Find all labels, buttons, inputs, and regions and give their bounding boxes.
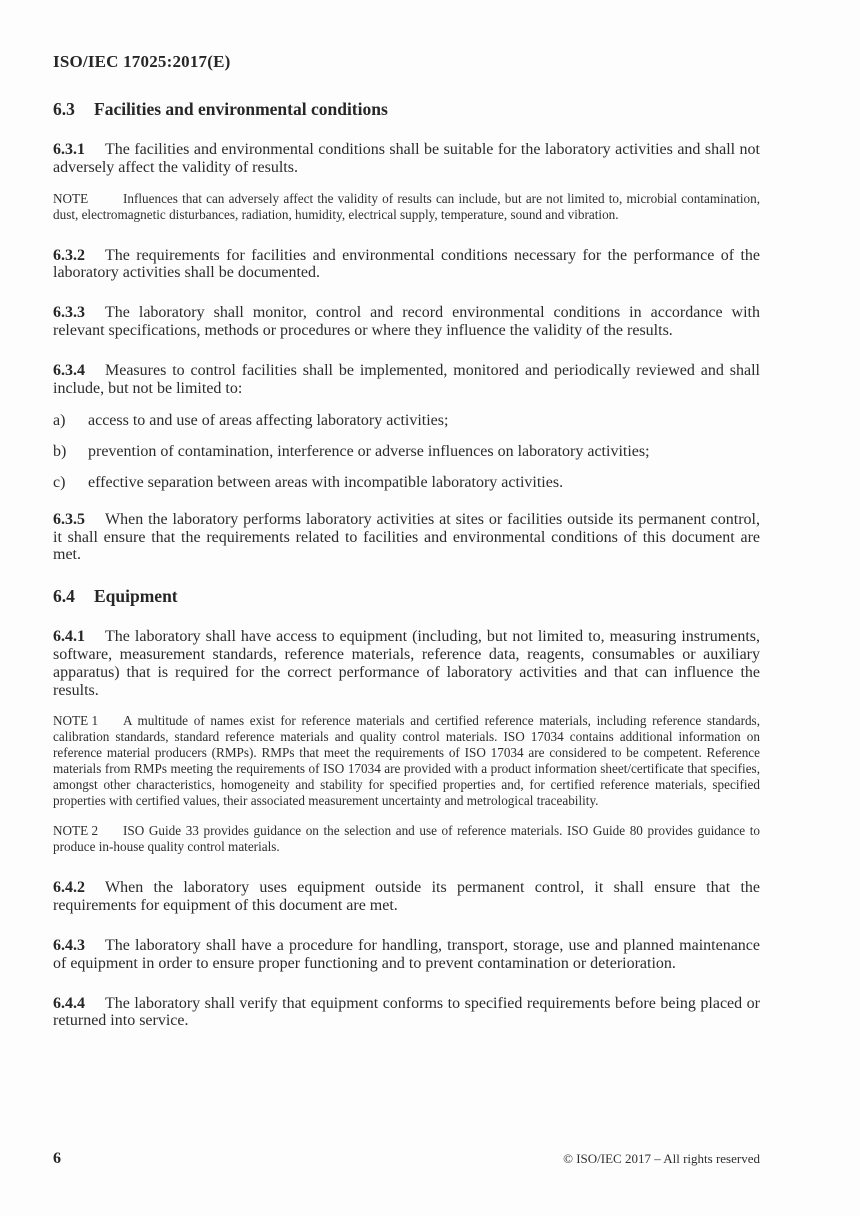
list-item-b — [53, 443, 760, 461]
list-item-c — [53, 474, 760, 492]
clause-number: 6.4.2 — [53, 879, 85, 897]
section-number: 6.4 — [53, 586, 75, 607]
note-text: Influences that can adversely affect the validity of results can include, but are not limited to, microbial contamination, dust, electromagnetic disturbances, radiation, humidity, electrical supply, temperature, sound and vibration. — [53, 190, 760, 222]
clause-text: The laboratory shall have a procedure for handling, transport, storage, use and planned maintenance of equipment in order to ensure proper functioning and to prevent contamination or deterioration. — [53, 936, 760, 972]
clause-number: 6.4.3 — [53, 936, 85, 954]
clause-text: Measures to control facilities shall be implemented, monitored and periodically reviewed and shall include, but not be limited to: — [53, 361, 760, 397]
clause-number: 6.3.3 — [53, 304, 85, 322]
clause-6-3-2 — [53, 247, 760, 283]
note-label: NOTE — [53, 190, 89, 206]
clause-6-3-5 — [53, 511, 760, 564]
clause-number: 6.4.1 — [53, 628, 85, 646]
clause-text: The laboratory shall verify that equipment conforms to specified requirements before being placed or returned into service. — [53, 994, 760, 1030]
clause-text: When the laboratory uses equipment outside its permanent control, it shall ensure that the requirements for equipment of this document are met. — [53, 879, 760, 915]
document-header-title: ISO/IEC 17025:2017(E) — [53, 52, 231, 71]
page-footer — [53, 1150, 760, 1168]
footer-page-number: 6 — [53, 1150, 61, 1167]
section-title: Facilities and environmental conditions — [94, 99, 388, 119]
note-6-3-1 — [53, 191, 760, 223]
clause-number: 6.3.2 — [53, 246, 85, 264]
clause-6-4-4 — [53, 995, 760, 1031]
note-label: NOTE 1 — [53, 713, 99, 729]
list-item-label: a) — [53, 412, 66, 430]
list-item-text: prevention of contamination, interference or adverse influences on laboratory activities; — [88, 443, 650, 461]
clause-number: 6.3.4 — [53, 361, 85, 379]
section-number: 6.3 — [53, 99, 75, 119]
note-1-6-4-1 — [53, 713, 760, 809]
clause-number: 6.3.1 — [53, 141, 85, 158]
clause-number: 6.3.5 — [53, 510, 85, 528]
clause-number: 6.4.4 — [53, 994, 85, 1012]
clause-6-4-1 — [53, 628, 760, 699]
clause-text: When the laboratory performs laboratory activities at sites or facilities outside its permanent control, it shall ensure that the requirements related to facilities and environmental conditions of this document are met. — [53, 510, 760, 564]
note-text: A multitude of names exist for reference materials and certified reference materials, including reference standards, calibration standards, standard reference materials and quality control materials. ISO 17034 contains additional information on reference material producers (RMPs). RMPs that meet the requirements of ISO 17034 are considered to be competent. Reference materials from RMPs meeting the requirements of ISO 17034 are provided with a product information sheet/certificate that specifies, amongst other characteristics, homogeneity and stability for specified properties and, for certified reference materials, specified properties with certified values, their associated measurement uncertainty and metrological traceability. — [53, 713, 760, 809]
clause-text: The laboratory shall have access to equipment (including, but not limited to, measuring instruments, software, measurement standards, reference materials, reference data, reagents, consumables or auxiliary apparatus) that is required for the correct performance of laboratory activities and that can influence the results. — [53, 628, 760, 699]
list-item-label: c) — [53, 473, 66, 491]
note-label: NOTE 2 — [53, 823, 99, 839]
clause-text: The requirements for facilities and environmental conditions necessary for the performance of the laboratory activities shall be documented. — [53, 246, 760, 282]
section-title: Equipment — [94, 586, 178, 607]
list-item-label: b) — [53, 443, 67, 461]
clause-6-4-3 — [53, 937, 760, 973]
section-heading-6-4 — [53, 586, 760, 607]
clause-text: The laboratory shall monitor, control and record environmental conditions in accordance with relevant specifications, methods or procedures or where they influence the validity of the results. — [53, 304, 760, 339]
list-item-text: effective separation between areas with incompatible laboratory activities. — [88, 473, 564, 491]
clause-text: The facilities and environmental conditions shall be suitable for the laboratory activities and shall not adversely affect the validity of results. — [53, 141, 760, 176]
note-2-6-4-1 — [53, 823, 760, 855]
clause-6-3-4 — [53, 362, 760, 398]
note-text: ISO Guide 33 provides guidance on the selection and use of reference materials. ISO Guide 80 provides guidance to produce in-house quality control materials. — [53, 823, 760, 855]
footer-copyright: © ISO/IEC 2017 – All rights reserved — [563, 1151, 760, 1166]
clause-6-4-2 — [53, 879, 760, 915]
list-item-a — [53, 412, 760, 430]
section-heading-6-3 — [53, 99, 760, 120]
clause-6-3-1 — [53, 141, 760, 177]
clause-6-3-3 — [53, 304, 760, 340]
list-item-text: access to and use of areas affecting laboratory activities; — [88, 412, 449, 430]
